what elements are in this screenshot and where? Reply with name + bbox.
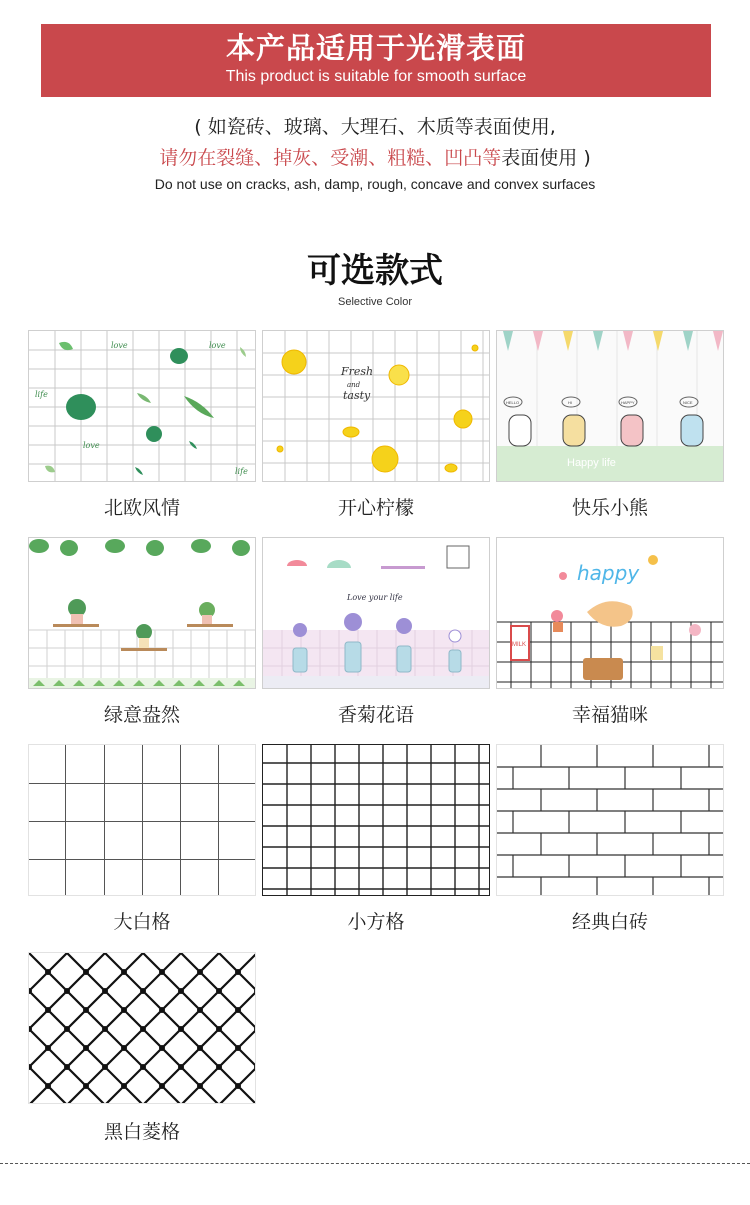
dashed-divider: [0, 1163, 750, 1164]
swatch-label-nordic: 北欧风情: [103, 497, 180, 519]
deco-text-and: and: [347, 381, 361, 389]
swatch-daisy[interactable]: [262, 537, 490, 689]
bear-bubble-1: HELLO: [506, 400, 520, 405]
deco-text-happy: happy: [577, 561, 640, 585]
deco-text-life-2: life: [235, 467, 248, 476]
banner-title-cn: 本产品适用于光滑表面: [225, 31, 526, 65]
swatch-label-cat: 幸福猫咪: [571, 704, 648, 726]
usage-note-english: Do not use on cracks, ash, damp, rough, concave and convex surfaces: [154, 176, 596, 192]
banner-title-en: This product is suitable for smooth surface: [225, 68, 527, 85]
bear-bubble-3: HAPPY: [621, 400, 635, 405]
swatch-label-subway-brick: 经典白砖: [571, 911, 648, 933]
swatch-label-greenery: 绿意盎然: [103, 704, 180, 726]
swatch-cat[interactable]: [496, 537, 724, 689]
deco-text-life-1: life: [35, 390, 48, 399]
swatch-label-lemon: 开心柠檬: [337, 497, 414, 519]
bear-bubble-2: HI: [568, 400, 572, 405]
swatch-lemon[interactable]: [262, 330, 490, 482]
bear-bubble-4: NICE: [683, 400, 693, 405]
deco-text-love-2: love: [209, 341, 226, 350]
deco-text-happy-life: Happy life: [567, 457, 616, 469]
deco-text-love-3: love: [83, 441, 100, 450]
warning-text: 请勿在裂缝、掉灰、受潮、粗糙、凹凸等: [159, 147, 502, 169]
swatch-large-grid[interactable]: [28, 744, 256, 896]
deco-text-tasty: tasty: [343, 389, 371, 402]
swatch-subway-brick[interactable]: [496, 744, 724, 896]
deco-text-fresh: Fresh: [341, 365, 374, 378]
swatch-bears[interactable]: [496, 330, 724, 482]
usage-note-line2: [0, 145, 750, 171]
deco-text-love-your-life: Love your life: [347, 593, 403, 602]
swatch-label-large-grid: 大白格: [113, 911, 171, 933]
section-title: 可选款式: [307, 251, 443, 291]
usage-note-line1: ( 如瓷砖、玻璃、大理石、木质等表面使用,: [194, 116, 556, 138]
swatch-diamond-lattice[interactable]: [28, 952, 256, 1104]
deco-text-milk: MILK: [512, 642, 527, 648]
swatch-label-bears: 快乐小熊: [571, 497, 648, 519]
suitability-banner: [41, 24, 711, 97]
swatch-nordic[interactable]: [28, 330, 256, 482]
swatch-label-diamond-lattice: 黑白菱格: [103, 1121, 180, 1143]
swatch-label-daisy: 香菊花语: [337, 704, 414, 726]
swatch-greenery[interactable]: [28, 537, 256, 689]
warning-text-tail: 表面使用 ): [501, 147, 591, 169]
swatch-label-small-grid: 小方格: [347, 911, 405, 933]
swatch-small-grid[interactable]: [262, 744, 490, 896]
section-subtitle: Selective Color: [338, 296, 412, 308]
deco-text-love-1: love: [111, 341, 128, 350]
